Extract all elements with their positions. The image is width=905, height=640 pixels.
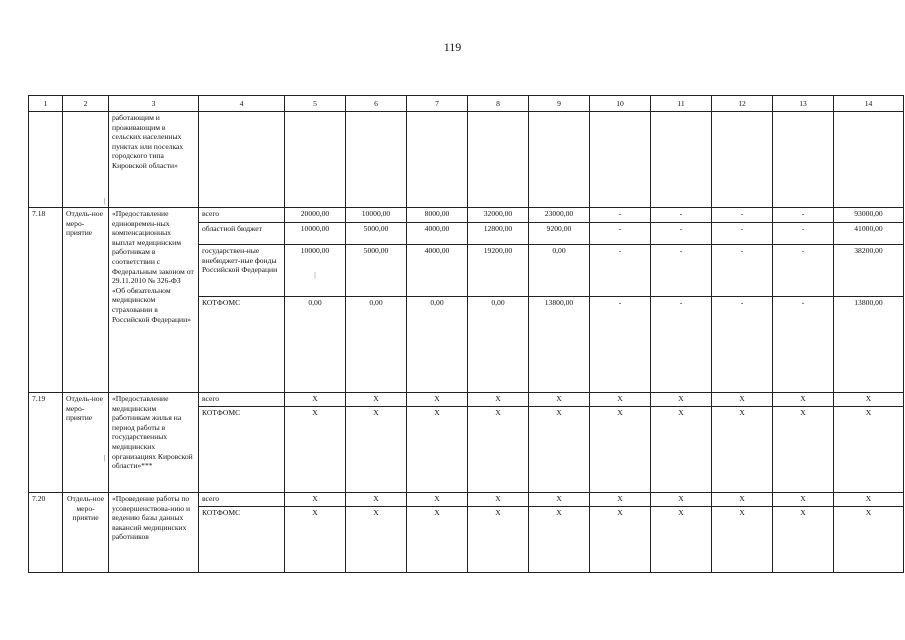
value-cell: X: [346, 407, 407, 493]
value-cell: X: [651, 507, 712, 573]
value-cell: X: [346, 393, 407, 407]
value-cell: X: [407, 393, 468, 407]
value-cell: 12800,00: [468, 223, 529, 245]
value-cell: X: [712, 507, 773, 573]
value-cell: X: [407, 407, 468, 493]
value-cell: 0,00: [468, 297, 529, 393]
measure-name: «Предоставление единовремен-ных компенсационных выплат медицинским работникам в соответствии с Федеральным законом от 29.11.2010 № 326-ФЗ «Об обязательном медицинском страховании в Российской Федерации»: [109, 208, 199, 393]
value-cell: 8000,00: [407, 208, 468, 223]
value-cell: -: [590, 223, 651, 245]
funding-source: всего: [199, 493, 285, 507]
col-header: 2: [63, 96, 109, 112]
item-type: Отдель-ное меро-приятие: [63, 208, 109, 393]
funding-source: областной бюджет: [199, 223, 285, 245]
value-cell: 32000,00: [468, 208, 529, 223]
funding-source: государствен-ные внебюджет-ные фонды Российской Федерации: [199, 245, 285, 297]
value-cell: -: [651, 223, 712, 245]
value-cell: -: [590, 297, 651, 393]
item-number: 7.18: [29, 208, 63, 393]
table-row: [29, 493, 904, 507]
value-cell: -: [712, 208, 773, 223]
value-cell: X: [407, 493, 468, 507]
col-header: 5: [285, 96, 346, 112]
measure-name: «Предоставление медицинским работникам жилья на период работы в государственных медицинских организациях Кировской области»***: [109, 393, 199, 493]
value-cell: X: [834, 393, 904, 407]
table-row: [29, 393, 904, 407]
value-cell: 5000,00: [346, 223, 407, 245]
value-cell: 0,00: [285, 297, 346, 393]
value-cell: X: [346, 493, 407, 507]
col-header: 12: [712, 96, 773, 112]
value-cell: X: [468, 407, 529, 493]
value-cell: X: [529, 493, 590, 507]
value-cell: X: [529, 407, 590, 493]
value-cell: X: [285, 507, 346, 573]
value-cell: 19200,00: [468, 245, 529, 297]
value-cell: X: [834, 493, 904, 507]
value-cell: X: [834, 407, 904, 493]
value-cell: X: [529, 507, 590, 573]
value-cell: X: [651, 393, 712, 407]
value-cell: 13800,00: [529, 297, 590, 393]
funding-source: КОТФОМС: [199, 407, 285, 493]
value-cell: -: [773, 208, 834, 223]
value-cell: X: [468, 493, 529, 507]
col-header: 6: [346, 96, 407, 112]
item-type: Отдель-ное меро-приятие: [63, 493, 109, 573]
value-cell: X: [285, 393, 346, 407]
value-cell: X: [346, 507, 407, 573]
value-cell: 4000,00: [407, 245, 468, 297]
value-cell: -: [773, 297, 834, 393]
value-cell: 93000,00: [834, 208, 904, 223]
value-cell: X: [590, 407, 651, 493]
col-header: 13: [773, 96, 834, 112]
value-cell: X: [285, 493, 346, 507]
value-cell: -: [712, 245, 773, 297]
item-number: 7.19: [29, 393, 63, 493]
item-number: 7.20: [29, 493, 63, 573]
col-header: 8: [468, 96, 529, 112]
value-cell: 0,00: [407, 297, 468, 393]
value-cell: 10000,00: [285, 223, 346, 245]
value-cell: 5000,00: [346, 245, 407, 297]
item-type: Отдель-ное меро-приятие: [66, 394, 104, 423]
funding-source: всего: [199, 393, 285, 407]
value-cell: X: [773, 507, 834, 573]
col-header: 9: [529, 96, 590, 112]
value-cell: -: [651, 208, 712, 223]
value-cell: X: [590, 393, 651, 407]
value-cell: 10000,00: [346, 208, 407, 223]
measure-name: «Проведение работы по усовершенствова-нию и ведению базы данных вакансий медицинских работников: [109, 493, 199, 573]
measure-name: работающим и проживающим в сельских населенных пунктах или поселках городского типа Кировской области»: [109, 112, 199, 208]
value-cell: X: [651, 493, 712, 507]
continuation-row: [29, 112, 904, 208]
value-cell: 41000,00: [834, 223, 904, 245]
value-cell: X: [773, 407, 834, 493]
value-cell: -: [773, 223, 834, 245]
value-cell: X: [529, 393, 590, 407]
value-cell: X: [468, 507, 529, 573]
funding-source: всего: [199, 208, 285, 223]
col-header: 11: [651, 96, 712, 112]
col-header: 3: [109, 96, 199, 112]
value-cell: -: [651, 245, 712, 297]
value-cell: -: [651, 297, 712, 393]
col-header: 4: [199, 96, 285, 112]
margin-mark: |: [103, 452, 105, 462]
value-cell: 0,00: [346, 297, 407, 393]
funding-source: КОТФОМС: [199, 297, 285, 393]
header-row: [29, 96, 904, 112]
budget-table: [28, 95, 904, 573]
funding-source: КОТФОМС: [199, 507, 285, 573]
value-cell: 9200,00: [529, 223, 590, 245]
value-cell: X: [712, 493, 773, 507]
value-cell: X: [712, 393, 773, 407]
value-cell: X: [773, 393, 834, 407]
col-header: 1: [29, 96, 63, 112]
col-header: 10: [590, 96, 651, 112]
value-cell: X: [590, 493, 651, 507]
margin-mark: |: [103, 196, 105, 206]
page-number: 119: [443, 40, 462, 54]
value-cell: X: [773, 493, 834, 507]
value-cell: -: [590, 208, 651, 223]
value-cell: X: [407, 507, 468, 573]
value-cell: 38200,00: [834, 245, 904, 297]
table-row: [29, 208, 904, 223]
value-cell: 23000,00: [529, 208, 590, 223]
value-cell: X: [712, 407, 773, 493]
value-cell: X: [834, 507, 904, 573]
value-cell: 4000,00: [407, 223, 468, 245]
col-header: 14: [834, 96, 904, 112]
value-cell: 10000,00: [300, 246, 330, 255]
value-cell: X: [468, 393, 529, 407]
value-cell: -: [773, 245, 834, 297]
value-cell: X: [590, 507, 651, 573]
value-cell: -: [712, 297, 773, 393]
margin-mark: |: [314, 269, 316, 279]
value-cell: X: [651, 407, 712, 493]
value-cell: -: [590, 245, 651, 297]
value-cell: 0,00: [529, 245, 590, 297]
value-cell: -: [712, 223, 773, 245]
col-header: 7: [407, 96, 468, 112]
value-cell: X: [285, 407, 346, 493]
value-cell: 13800,00: [834, 297, 904, 393]
value-cell: 20000,00: [285, 208, 346, 223]
